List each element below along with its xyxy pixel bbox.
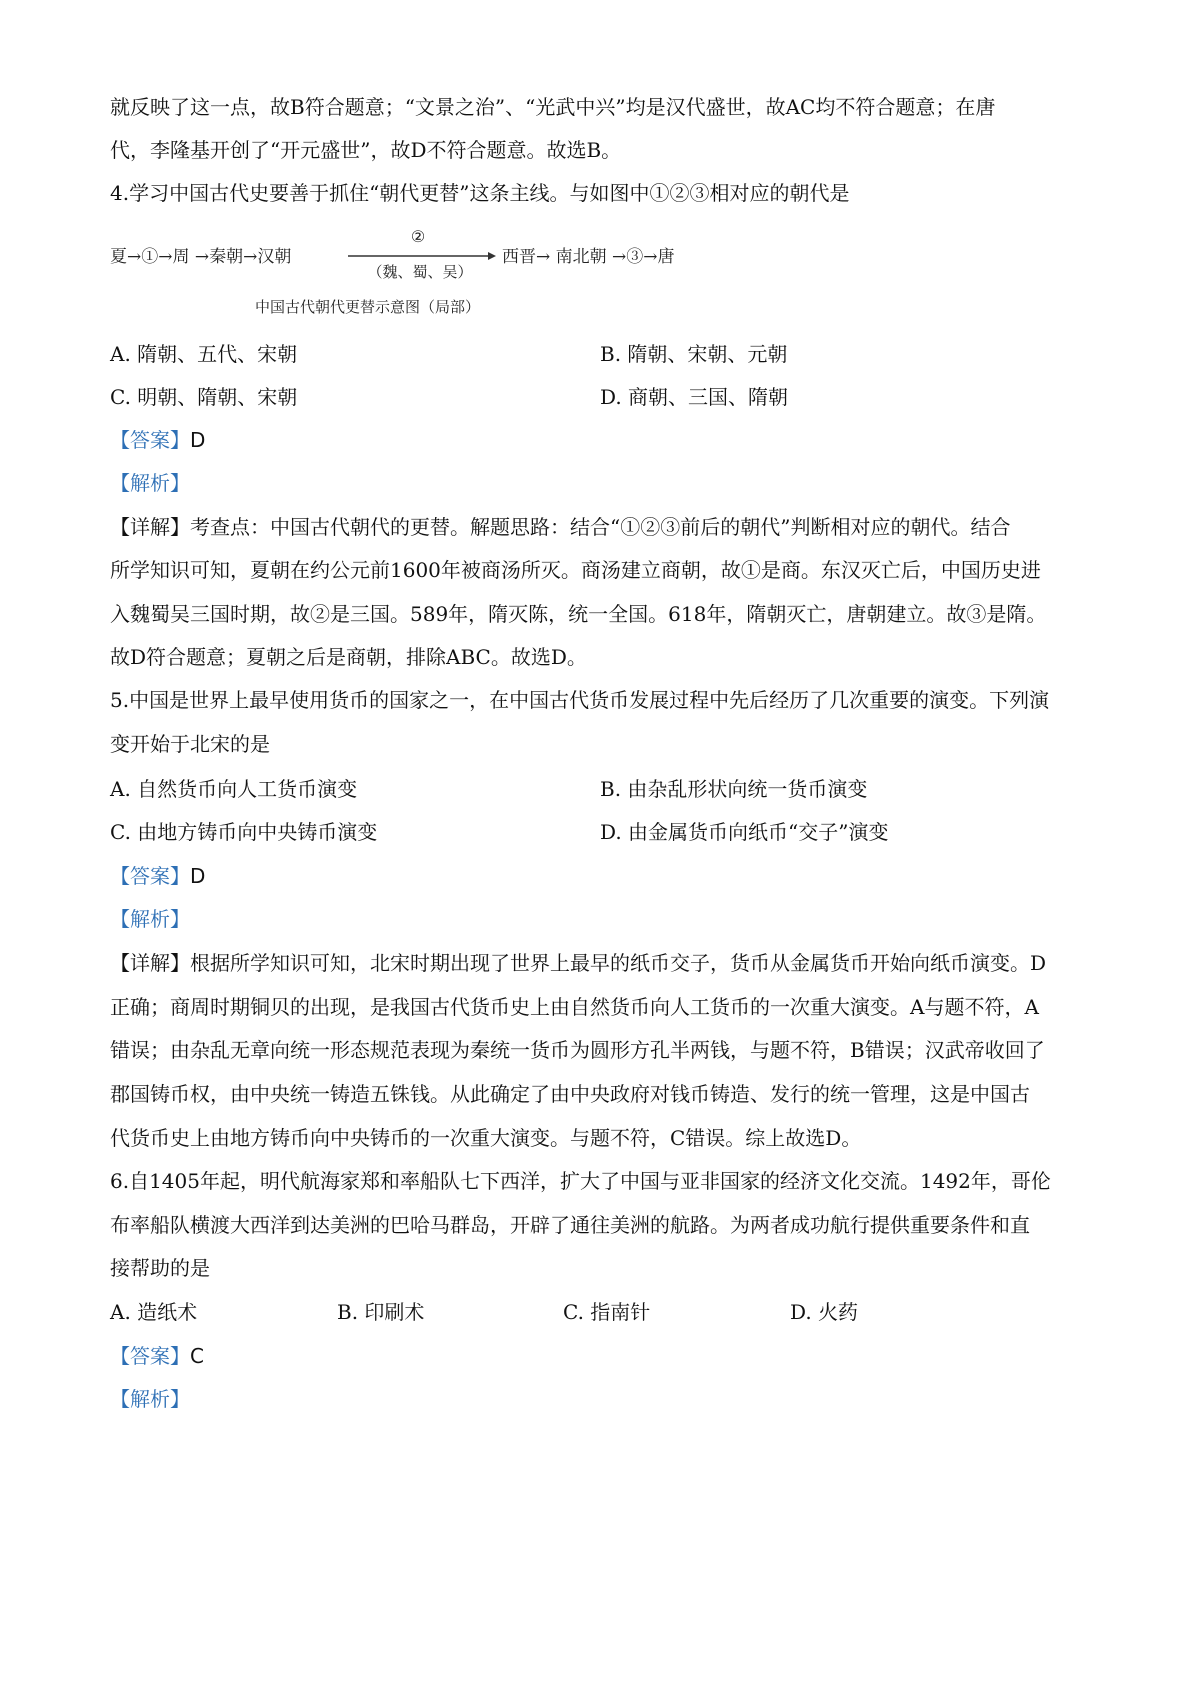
answer-value: D	[190, 864, 206, 888]
question-6-stem: 布率船队横渡大西洋到达美洲的巴哈马群岛，开辟了通往美洲的航路。为两者成功航行提供重要条件和直	[110, 1213, 1030, 1237]
q4-analysis-tag	[110, 473, 1110, 493]
q4-option-b: B. 隋朝、宋朝、元朝	[600, 342, 788, 366]
q4-option-a: A. 隋朝、五代、宋朝	[110, 342, 298, 366]
question-5-stem: 变开始于北宋的是	[110, 732, 270, 756]
answer-value: C	[190, 1344, 204, 1368]
answer-value: D	[190, 428, 206, 452]
question-4-stem: 4.学习中国古代史要善于抓住“朝代更替”这条主线。与如图中①②③相对应的朝代是	[110, 181, 850, 205]
dynasty-succession-diagram	[110, 227, 810, 350]
q6-option-d: D. 火药	[790, 1300, 859, 1324]
q5-option-b: B. 由杂乱形状向统一货币演变	[600, 777, 868, 801]
question-6-stem: 6.自1405年起，明代航海家郑和率船队七下西洋，扩大了中国与亚非国家的经济文化交流。1492年，哥伦	[110, 1169, 1051, 1193]
detail-tag: 【详解】	[110, 515, 190, 539]
paragraph-line: 代，李隆基开创了“开元盛世”，故D不符合题意。故选B。	[110, 138, 622, 162]
q5-detail-line: 郡国铸币权，由中央统一铸造五铢钱。从此确定了由中央政府对钱币铸造、发行的统一管理，这是中国古	[110, 1082, 1030, 1106]
q6-answer-line	[110, 1346, 1110, 1366]
q6-options-row	[110, 1302, 1110, 1326]
diagram-bottom-label: （魏、蜀、吴）	[367, 263, 473, 281]
diagram-top-label: ②	[410, 227, 426, 246]
question-6-stem: 接帮助的是	[110, 1256, 210, 1280]
diagram-left-chain: 夏→①→周 →秦朝→汉朝	[110, 247, 292, 267]
analysis-tag: 【解析】	[110, 1387, 190, 1411]
diagram-arrow-head	[488, 252, 496, 260]
q5-option-c: C. 由地方铸币向中央铸币演变	[110, 820, 378, 844]
q4-option-c: C. 明朝、隋朝、宋朝	[110, 385, 298, 409]
q4-detail-line	[110, 517, 1110, 537]
q6-option-c: C. 指南针	[563, 1300, 651, 1324]
paragraph-line: 就反映了这一点，故B符合题意；“文景之治”、“光武中兴”均是汉代盛世，故AC均不符合题意；在唐	[110, 95, 996, 119]
diagram-caption: 中国古代朝代更替示意图（局部）	[255, 298, 481, 316]
q4-detail-line: 所学知识可知，夏朝在约公元前1600年被商汤所灭。商汤建立商朝，故①是商。东汉灭亡后，中国历史进	[110, 558, 1041, 582]
analysis-tag: 【解析】	[110, 471, 190, 495]
q6-option-a: A. 造纸术	[110, 1300, 198, 1324]
answer-tag: 【答案】	[110, 1344, 190, 1368]
detail-text: 考查点：中国古代朝代的更替。解题思路：结合“①②③前后的朝代”判断相对应的朝代。结合	[190, 515, 1011, 539]
q4-option-d: D. 商朝、三国、隋朝	[600, 385, 789, 409]
q5-detail-line: 代货币史上由地方铸币向中央铸币的一次重大演变。与题不符，C错误。综上故选D。	[110, 1126, 862, 1150]
analysis-tag: 【解析】	[110, 907, 190, 931]
detail-tag: 【详解】	[110, 951, 190, 975]
q5-option-a: A. 自然货币向人工货币演变	[110, 777, 358, 801]
answer-tag: 【答案】	[110, 428, 190, 452]
q6-analysis-tag	[110, 1389, 1110, 1409]
q4-answer-line	[110, 430, 1110, 450]
question-5-stem: 5.中国是世界上最早使用货币的国家之一，在中国古代货币发展过程中先后经历了几次重要的演变。下列演	[110, 688, 1050, 712]
q5-detail-line	[110, 953, 1110, 973]
q4-detail-line: 入魏蜀吴三国时期，故②是三国。589年，隋灭陈，统一全国。618年，隋朝灭亡，唐朝建立。故③是隋。	[110, 602, 1047, 626]
answer-tag: 【答案】	[110, 864, 190, 888]
q4-detail-line: 故D符合题意；夏朝之后是商朝，排除ABC。故选D。	[110, 645, 587, 669]
q5-detail-line: 正确；商周时期铜贝的出现，是我国古代货币史上由自然货币向人工货币的一次重大演变。A与题不符，A	[110, 995, 1039, 1019]
diagram-right-chain: 西晋→ 南北朝 →③→唐	[502, 247, 675, 267]
q5-option-d: D. 由金属货币向纸币“交子”演变	[600, 820, 889, 844]
detail-text: 根据所学知识可知，北宋时期出现了世界上最早的纸币交子，货币从金属货币开始向纸币演变。D	[190, 951, 1047, 975]
q5-answer-line	[110, 866, 1110, 886]
q5-analysis-tag	[110, 909, 1110, 929]
q6-option-b: B. 印刷术	[337, 1300, 425, 1324]
q5-detail-line: 错误；由杂乱无章向统一形态规范表现为秦统一货币为圆形方孔半两钱，与题不符，B错误；汉武帝收回了	[110, 1038, 1045, 1062]
